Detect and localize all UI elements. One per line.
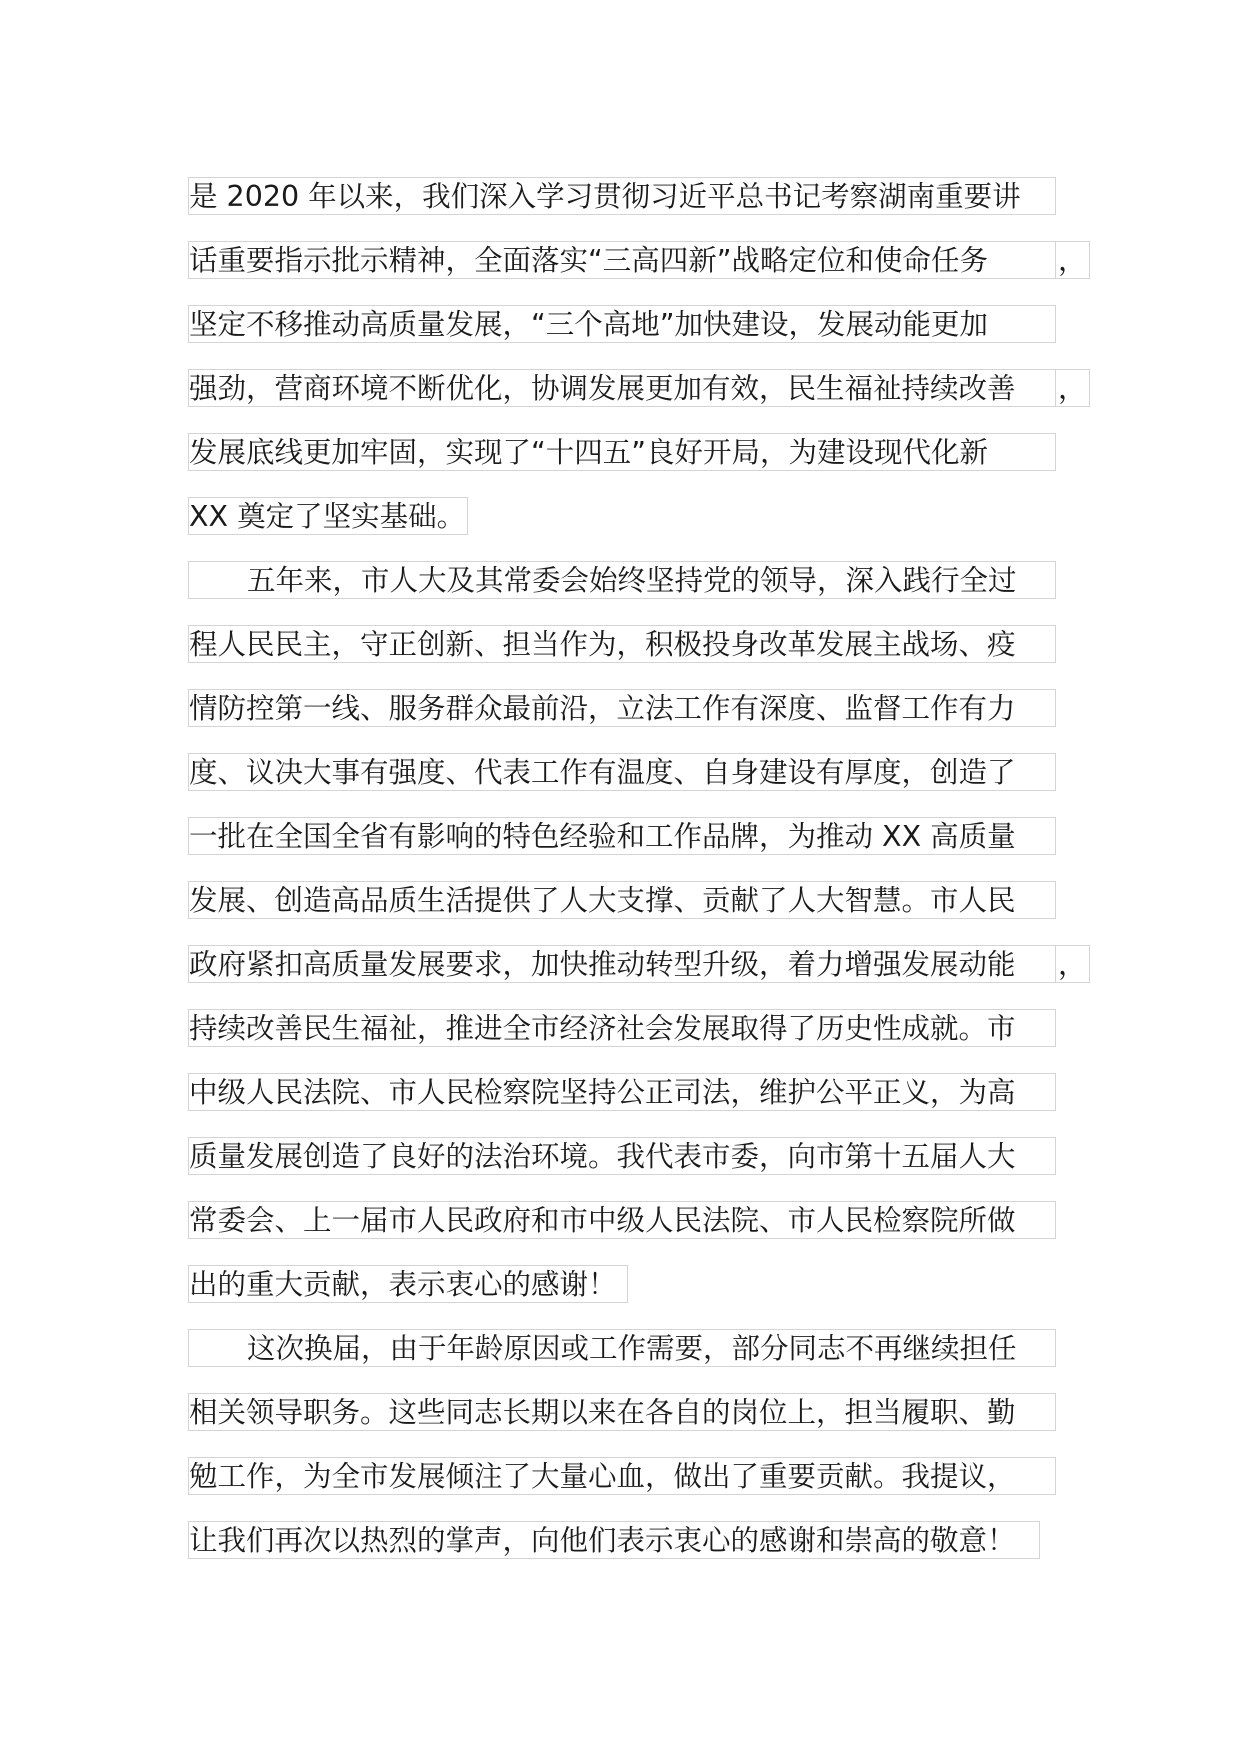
line-text: 这次换届，由于年龄原因或工作需要，部分同志不再继续担任 bbox=[247, 1332, 1017, 1365]
line-text: 常委会、上一届市人民政府和市中级人民法院、市人民检察院所做 bbox=[189, 1204, 1016, 1237]
text-line-15 bbox=[188, 1073, 1056, 1111]
line-text: 政府紧扣高质量发展要求，加快推动转型升级，着力增强发展动能 bbox=[189, 948, 1016, 981]
line-text: 勉工作，为全市发展倾注了大量心血，做出了重要贡献。我提议， bbox=[189, 1460, 1016, 1493]
text-line-10 bbox=[188, 753, 1056, 791]
text-line-2 bbox=[188, 241, 1056, 279]
line-text: 话重要指示批示精神，全面落实“三高四新”战略定位和使命任务 bbox=[189, 244, 989, 277]
text-line-1 bbox=[188, 177, 1056, 215]
text-line-20 bbox=[188, 1393, 1056, 1431]
overflow-comma-2: ， bbox=[1056, 241, 1090, 279]
line-text: 发展、创造高品质生活提供了人大支撑、贡献了人大智慧。市人民 bbox=[189, 884, 1016, 917]
text-line-11 bbox=[188, 817, 1056, 855]
line-text: 坚定不移推动高质量发展，“三个高地”加快建设，发展动能更加 bbox=[189, 308, 989, 341]
text-line-17 bbox=[188, 1201, 1056, 1239]
line-text: 五年来，市人大及其常委会始终坚持党的领导，深入践行全过 bbox=[247, 564, 1017, 597]
line-text: 相关领导职务。这些同志长期以来在各自的岗位上，担当履职、勤 bbox=[189, 1396, 1016, 1429]
line-text: 度、议决大事有强度、代表工作有温度、自身建设有厚度，创造了 bbox=[189, 756, 1016, 789]
text-line-22 bbox=[188, 1521, 1040, 1559]
line-text: XX 奠定了坚实基础。 bbox=[189, 500, 466, 533]
overflow-comma-4: ， bbox=[1056, 369, 1090, 407]
line-text: 情防控第一线、服务群众最前沿，立法工作有深度、监督工作有力 bbox=[189, 692, 1016, 725]
text-line-19 bbox=[188, 1329, 1056, 1367]
text-line-16 bbox=[188, 1137, 1056, 1175]
line-text: 持续改善民生福祉，推进全市经济社会发展取得了历史性成就。市 bbox=[189, 1012, 1016, 1045]
text-line-6 bbox=[188, 497, 468, 535]
text-line-7 bbox=[188, 561, 1056, 599]
text-line-5 bbox=[188, 433, 1056, 471]
text-line-4 bbox=[188, 369, 1056, 407]
line-text: 是 2020 年以来，我们深入学习贯彻习近平总书记考察湖南重要讲 bbox=[189, 180, 1021, 213]
overflow-comma-13: ， bbox=[1056, 945, 1090, 983]
line-text: 一批在全国全省有影响的特色经验和工作品牌，为推动 XX 高质量 bbox=[189, 820, 1016, 853]
text-line-12 bbox=[188, 881, 1056, 919]
line-text: 中级人民法院、市人民检察院坚持公正司法，维护公平正义，为高 bbox=[189, 1076, 1016, 1109]
text-line-8 bbox=[188, 625, 1056, 663]
line-text: 强劲，营商环境不断优化，协调发展更加有效，民生福祉持续改善 bbox=[189, 372, 1016, 405]
text-line-13 bbox=[188, 945, 1056, 983]
text-line-18 bbox=[188, 1265, 628, 1303]
text-line-14 bbox=[188, 1009, 1056, 1047]
text-line-9 bbox=[188, 689, 1056, 727]
text-line-21 bbox=[188, 1457, 1056, 1495]
line-text: 出的重大贡献，表示衷心的感谢！ bbox=[189, 1268, 617, 1301]
line-text: 质量发展创造了良好的法治环境。我代表市委，向市第十五届人大 bbox=[189, 1140, 1016, 1173]
text-line-3 bbox=[188, 305, 1056, 343]
line-text: 程人民民主，守正创新、担当作为，积极投身改革发展主战场、疫 bbox=[189, 628, 1016, 661]
line-text: 发展底线更加牢固，实现了“十四五”良好开局，为建设现代化新 bbox=[189, 436, 989, 469]
line-text: 让我们再次以热烈的掌声，向他们表示衷心的感谢和崇高的敬意！ bbox=[189, 1524, 1016, 1557]
